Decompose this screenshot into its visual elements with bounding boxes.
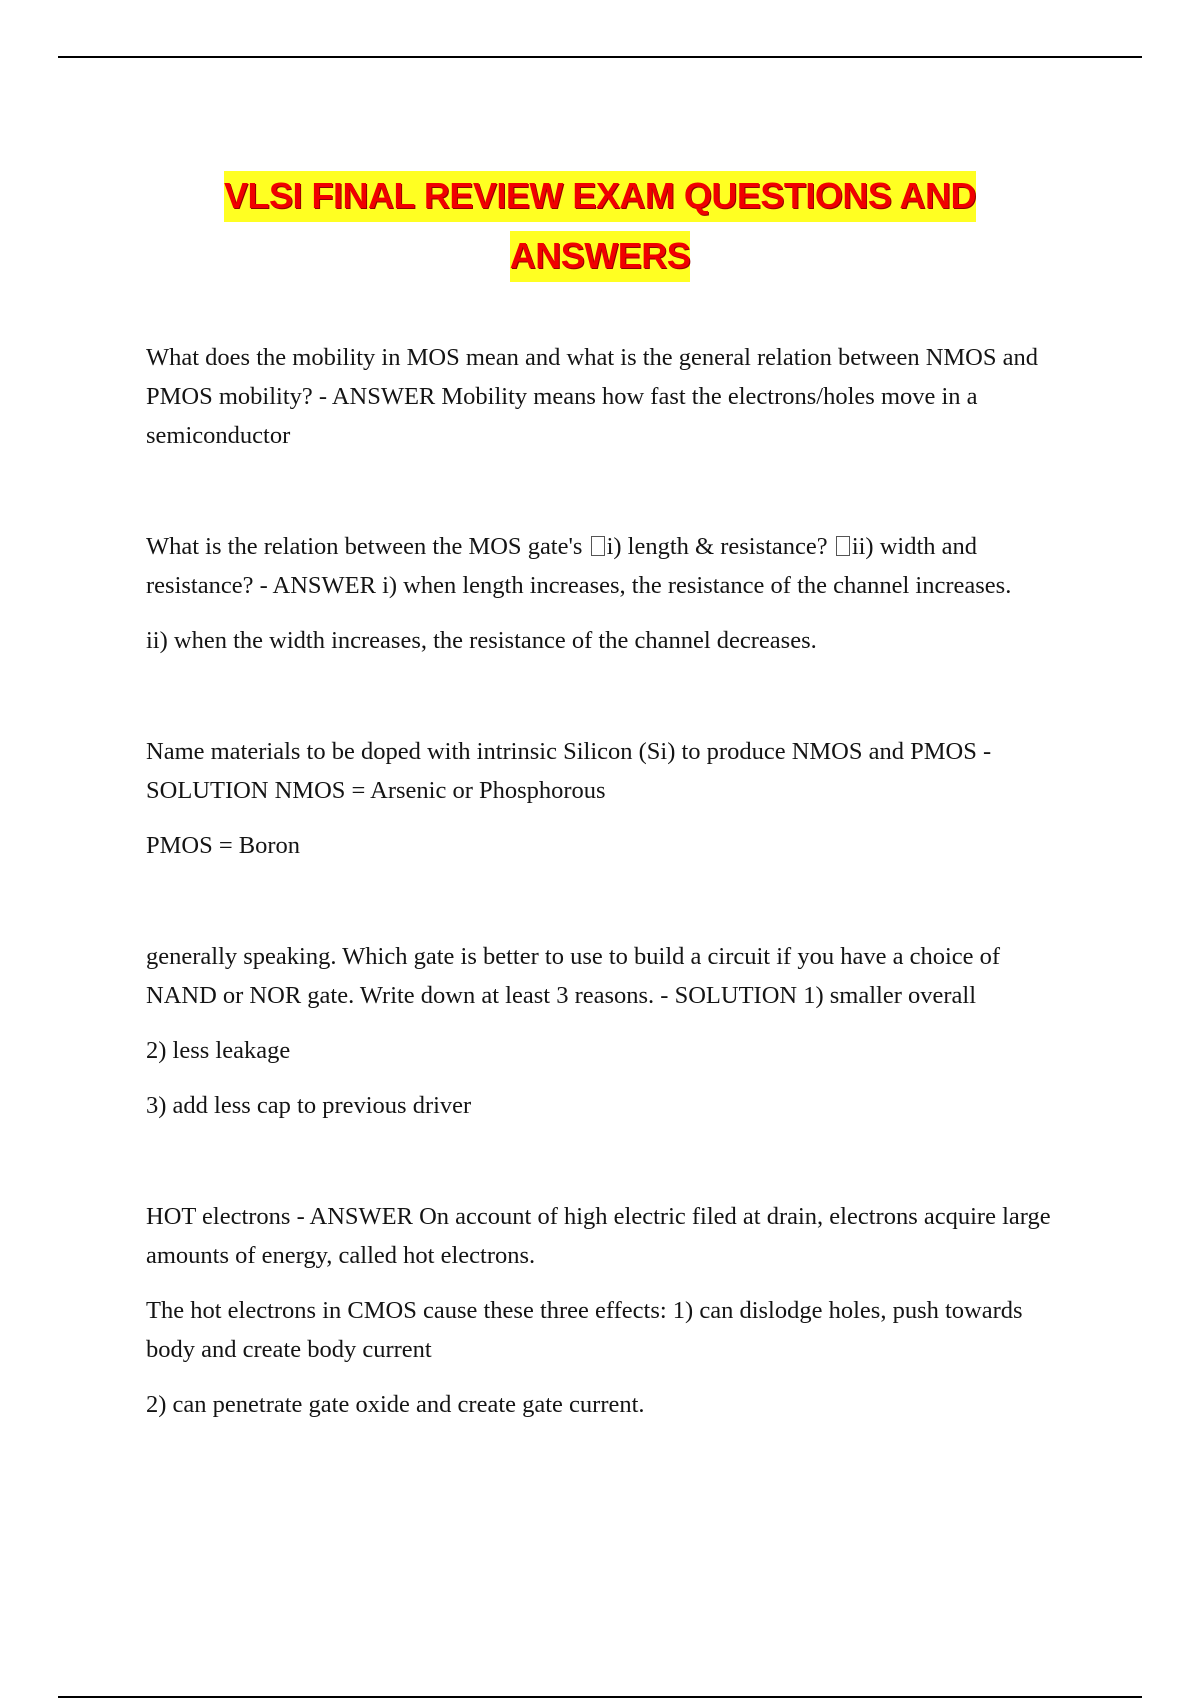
- qa-item-1: [146, 338, 1076, 455]
- header-rule: [58, 56, 1142, 58]
- footer-rule: [58, 1696, 1142, 1698]
- missing-glyph-box-icon: [591, 536, 605, 556]
- qa-paragraph: What does the mobility in MOS mean and what is the general relation between NMOS and PMOS mobility? - ANSWER Mobility means how fast the electrons/holes move in a semiconductor: [146, 344, 1039, 449]
- qa-paragraph: PMOS = Boron: [146, 832, 301, 859]
- page-title: [150, 166, 1050, 286]
- qa-paragraph: 2) less leakage: [146, 1037, 291, 1064]
- qa-paragraph: ii) when the width increases, the resistance of the channel decreases.: [146, 627, 817, 654]
- qa-paragraph: 3) add less cap to previous driver: [146, 1092, 472, 1119]
- qa-item-4: [146, 937, 1076, 1125]
- missing-glyph-box-icon: [836, 536, 850, 556]
- question-text-part-2: i) length & resistance?: [606, 533, 834, 560]
- qa-item-2: [146, 527, 1076, 660]
- qa-paragraph: 2) can penetrate gate oxide and create gate current.: [146, 1391, 645, 1418]
- title-line-2: ANSWERS: [510, 231, 691, 282]
- question-text-part-1: What is the relation between the MOS gate's: [146, 533, 589, 560]
- qa-paragraph: Name materials to be doped with intrinsic Silicon (Si) to produce NMOS and PMOS - SOLUTION NMOS = Arsenic or Phosphorous: [146, 738, 992, 804]
- qa-paragraph: The hot electrons in CMOS cause these three effects: 1) can dislodge holes, push towards body and create body current: [146, 1297, 1023, 1363]
- qa-paragraph: generally speaking. Which gate is better to use to build a circuit if you have a choice of NAND or NOR gate. Write down at least 3 reasons. - SOLUTION 1) smaller overall: [146, 943, 1001, 1009]
- qa-paragraph: [146, 527, 1076, 605]
- title-line-1: VLSI FINAL REVIEW EXAM QUESTIONS AND: [224, 171, 976, 222]
- question-text-part-3: ii) width and resistance? - ANSWER i) when length increases, the resistance of the channel increases.: [146, 533, 1012, 599]
- qa-list: [146, 338, 1076, 1496]
- qa-paragraph: HOT electrons - ANSWER On account of high electric filed at drain, electrons acquire large amounts of energy, called hot electrons.: [146, 1203, 1051, 1269]
- qa-item-5: [146, 1197, 1076, 1424]
- qa-item-3: [146, 732, 1076, 865]
